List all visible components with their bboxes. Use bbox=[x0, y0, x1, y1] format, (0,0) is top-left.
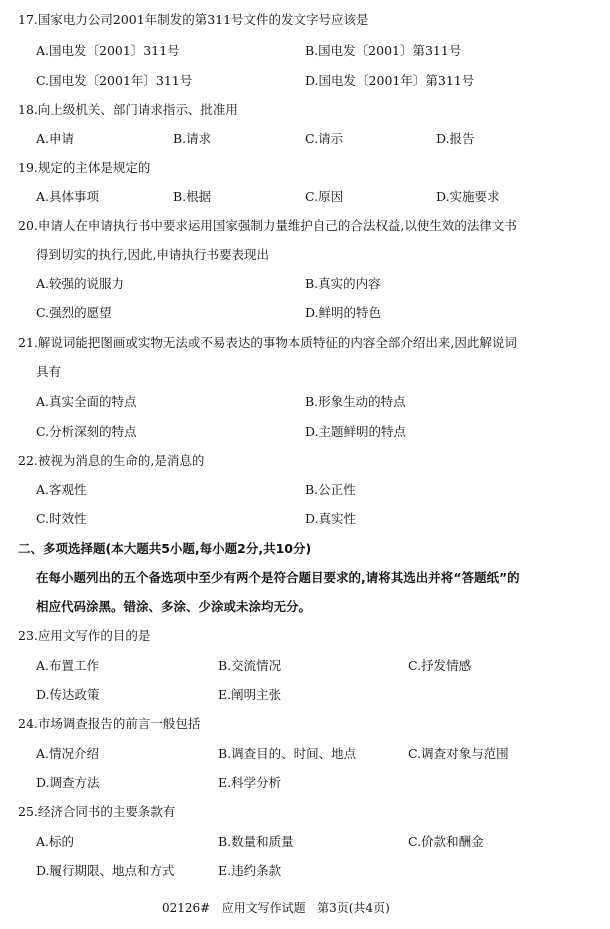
question-21-option-c: C.分析深刻的特点 bbox=[36, 424, 137, 439]
question-17-option-b: B.国电发〔2001〕第311号 bbox=[305, 43, 462, 58]
question-20-option-c: C.强烈的愿望 bbox=[36, 305, 112, 320]
question-25-stem: 25.经济合同书的主要条款有 bbox=[18, 804, 176, 819]
question-19-option-c: C.原因 bbox=[305, 189, 344, 204]
question-18-option-c: C.请示 bbox=[305, 131, 344, 146]
question-21-stem-line1: 21.解说词能把图画或实物无法或不易表达的事物本质特征的内容全部介绍出来,因此解说词 bbox=[18, 335, 517, 350]
question-24-option-d: D.调查方法 bbox=[36, 775, 100, 790]
question-21-stem-line2: 具有 bbox=[36, 364, 62, 379]
question-22-option-c: C.时效性 bbox=[36, 511, 87, 526]
question-17-option-d: D.国电发〔2001年〕第311号 bbox=[305, 73, 475, 88]
question-17-option-c: C.国电发〔2001年〕311号 bbox=[36, 73, 193, 88]
question-24-option-b: B.调查目的、时间、地点 bbox=[218, 746, 357, 761]
question-19-option-a: A.具体事项 bbox=[36, 189, 100, 204]
question-18-option-a: A.申请 bbox=[36, 131, 75, 146]
question-22-option-a: A.客观性 bbox=[36, 482, 87, 497]
question-18-stem: 18.向上级机关、部门请求指示、批准用 bbox=[18, 102, 238, 117]
question-23-option-e: E.阐明主张 bbox=[218, 687, 282, 702]
question-20-stem-line1: 20.申请人在申请执行书中要求运用国家强制力量维护自己的合法权益,以使生效的法律文书 bbox=[18, 218, 517, 233]
question-25-option-e: E.违约条款 bbox=[218, 863, 282, 878]
question-23-option-b: B.交流情况 bbox=[218, 658, 282, 673]
question-19-stem: 19.规定的主体是规定的 bbox=[18, 160, 151, 175]
question-21-option-a: A.真实全面的特点 bbox=[36, 394, 137, 409]
question-23-option-c: C.抒发情感 bbox=[408, 658, 472, 673]
question-24-option-a: A.情况介绍 bbox=[36, 746, 100, 761]
question-21-option-d: D.主题鲜明的特点 bbox=[305, 424, 407, 439]
question-23-option-d: D.传达政策 bbox=[36, 687, 100, 702]
question-21-option-b: B.形象生动的特点 bbox=[305, 394, 406, 409]
question-25-option-b: B.数量和质量 bbox=[218, 834, 294, 849]
question-22-option-d: D.真实性 bbox=[305, 511, 357, 526]
question-17-stem: 17.国家电力公司2001年制发的第311号文件的发文字号应该是 bbox=[18, 12, 369, 27]
page-footer: 02126# 应用文写作试题 第3页(共4页) bbox=[162, 901, 390, 915]
question-20-stem-line2: 得到切实的执行,因此,申请执行书要表现出 bbox=[36, 247, 269, 262]
question-19-option-d: D.实施要求 bbox=[436, 189, 500, 204]
question-22-option-b: B.公正性 bbox=[305, 482, 356, 497]
question-24-option-e: E.科学分析 bbox=[218, 775, 282, 790]
section-2-instruction-line2: 相应代码涂黑。错涂、多涂、少涂或未涂均无分。 bbox=[36, 599, 312, 614]
question-22-stem: 22.被视为消息的生命的,是消息的 bbox=[18, 453, 205, 468]
question-23-option-a: A.布置工作 bbox=[36, 658, 100, 673]
question-19-option-b: B.根据 bbox=[173, 189, 212, 204]
question-18-option-d: D.报告 bbox=[436, 131, 475, 146]
section-2-heading: 二、多项选择题(本大题共5小题,每小题2分,共10分) bbox=[18, 541, 312, 556]
question-25-option-d: D.履行期限、地点和方式 bbox=[36, 863, 175, 878]
question-20-option-d: D.鲜明的特色 bbox=[305, 305, 382, 320]
section-2-instruction-line1: 在每小题列出的五个备选项中至少有两个是符合题目要求的,请将其选出并将“答题纸”的 bbox=[36, 570, 520, 585]
question-20-option-a: A.较强的说服力 bbox=[36, 276, 125, 291]
question-25-option-a: A.标的 bbox=[36, 834, 75, 849]
question-23-stem: 23.应用文写作的目的是 bbox=[18, 628, 151, 643]
question-24-option-c: C.调查对象与范围 bbox=[408, 746, 509, 761]
question-25-option-c: C.价款和酬金 bbox=[408, 834, 484, 849]
question-24-stem: 24.市场调查报告的前言一般包括 bbox=[18, 716, 201, 731]
question-20-option-b: B.真实的内容 bbox=[305, 276, 381, 291]
question-18-option-b: B.请求 bbox=[173, 131, 212, 146]
question-17-option-a: A.国电发〔2001〕311号 bbox=[36, 43, 180, 58]
